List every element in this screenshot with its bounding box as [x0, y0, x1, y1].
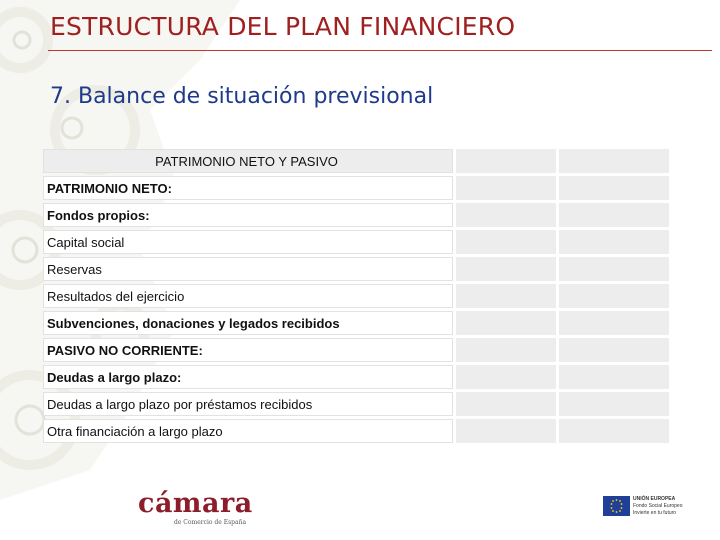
value-cell [559, 257, 669, 281]
table-row [43, 257, 669, 281]
value-cell [456, 392, 556, 416]
title-divider [48, 50, 712, 51]
table-header-cell [559, 149, 669, 173]
camara-logo [138, 488, 253, 526]
table-row [43, 230, 669, 254]
row-label: Resultados del ejercicio [43, 284, 453, 308]
value-cell [456, 230, 556, 254]
eu-flag-icon [603, 496, 630, 516]
value-cell [559, 284, 669, 308]
table-row [43, 419, 669, 443]
eu-line-2: Fondo Social Europeo [633, 503, 683, 509]
table-row [43, 311, 669, 335]
row-label: Subvenciones, donaciones y legados recibidos [43, 311, 453, 335]
camara-logo-subtitle: de Comercio de España [174, 519, 247, 526]
row-label: Deudas a largo plazo por préstamos recibidos [43, 392, 453, 416]
camara-logo-wordmark: cámara [138, 488, 253, 519]
row-label: Capital social [43, 230, 453, 254]
table-header-label: PATRIMONIO NETO Y PASIVO [43, 149, 453, 173]
value-cell [559, 419, 669, 443]
row-label: Reservas [43, 257, 453, 281]
row-label: Deudas a largo plazo: [43, 365, 453, 389]
value-cell [456, 365, 556, 389]
eu-text [633, 496, 682, 517]
value-cell [559, 365, 669, 389]
value-cell [456, 176, 556, 200]
value-cell [559, 338, 669, 362]
row-label: Fondos propios: [43, 203, 453, 227]
table-row [43, 338, 669, 362]
table-header-cell [456, 149, 556, 173]
table-row [43, 176, 669, 200]
value-cell [456, 338, 556, 362]
value-cell [456, 284, 556, 308]
value-cell [559, 203, 669, 227]
table-row [43, 365, 669, 389]
table-row [43, 392, 669, 416]
table-row [43, 203, 669, 227]
slide-subtitle: 7. Balance de situación previsional [50, 84, 434, 109]
value-cell [456, 419, 556, 443]
slide-title: ESTRUCTURA DEL PLAN FINANCIERO [50, 12, 516, 41]
value-cell [559, 230, 669, 254]
eu-line-3: Invierte en tu futuro [633, 510, 677, 516]
table-header-row [43, 149, 669, 173]
balance-table [40, 146, 672, 446]
value-cell [559, 311, 669, 335]
value-cell [456, 257, 556, 281]
value-cell [559, 392, 669, 416]
value-cell [456, 311, 556, 335]
value-cell [559, 176, 669, 200]
eu-line-1: UNIÓN EUROPEA [633, 496, 676, 502]
eu-logo [603, 496, 683, 520]
row-label: Otra financiación a largo plazo [43, 419, 453, 443]
row-label: PASIVO NO CORRIENTE: [43, 338, 453, 362]
value-cell [456, 203, 556, 227]
row-label: PATRIMONIO NETO: [43, 176, 453, 200]
table-row [43, 284, 669, 308]
